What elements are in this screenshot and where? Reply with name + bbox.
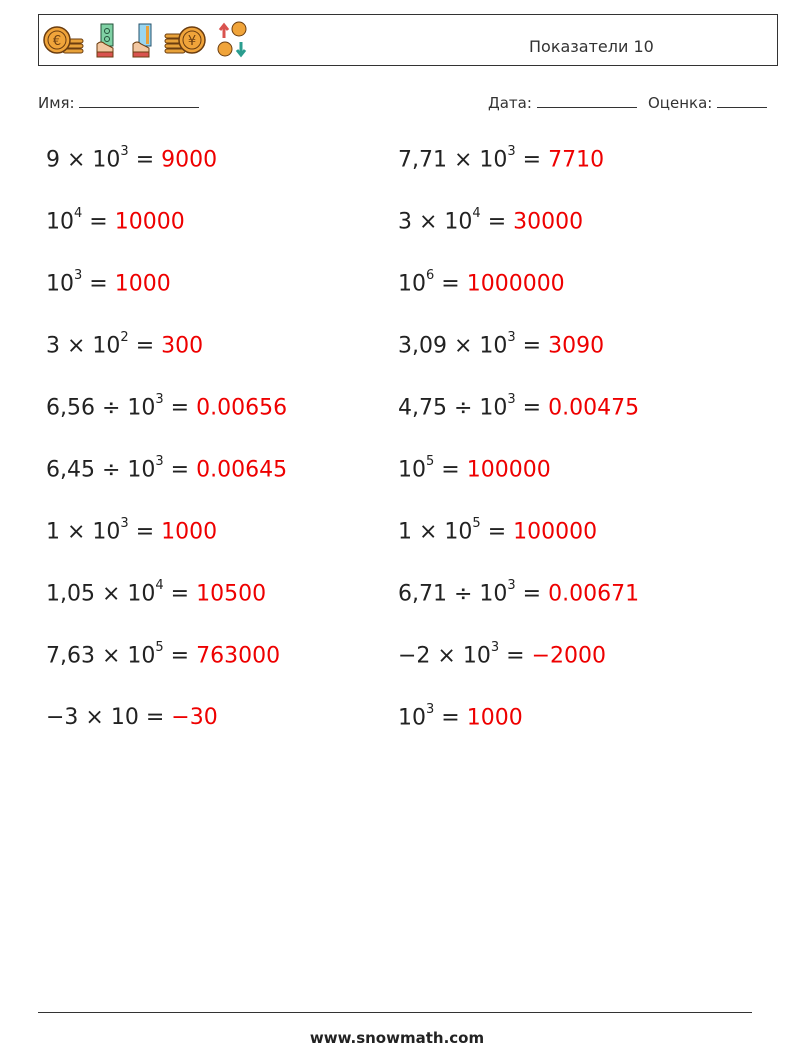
footer-divider <box>38 1012 752 1013</box>
problem-exponent: 5 <box>155 640 164 655</box>
problem-expression: 10 <box>46 209 74 235</box>
problem-exponent: 3 <box>155 392 164 407</box>
date-label: Дата: <box>488 94 532 112</box>
equals-sign: = <box>128 333 162 359</box>
problem-expression: 6,56 ÷ 10 <box>46 395 156 421</box>
equals-sign: = <box>434 457 467 483</box>
problem-exponent: 4 <box>472 206 481 221</box>
problem-answer: 1000000 <box>466 271 565 297</box>
problem-answer: 10000 <box>114 209 185 235</box>
equals-sign: = <box>163 643 197 669</box>
problem-item <box>46 144 218 173</box>
footer-url: www.snowmath.com <box>309 1029 485 1047</box>
equals-sign: = <box>515 147 549 173</box>
worksheet-title: Показатели 10 <box>529 37 654 56</box>
problem-exponent: 3 <box>507 144 516 159</box>
exchange-coins-icon <box>213 20 253 64</box>
problem-exponent: 3 <box>155 454 164 469</box>
problem-answer: 100000 <box>466 457 551 483</box>
problem-exponent: 5 <box>426 454 435 469</box>
problem-exponent: 3 <box>74 268 83 283</box>
problem-expression: 10 <box>398 705 426 731</box>
problem-expression: −2 × 10 <box>398 643 491 669</box>
problem-exponent: 3 <box>120 516 129 531</box>
problem-answer: 0.00645 <box>196 457 288 483</box>
problem-answer: 0.00475 <box>548 395 640 421</box>
svg-text:¥: ¥ <box>187 34 197 49</box>
problem-answer: 9000 <box>161 147 218 173</box>
equals-sign: = <box>82 271 115 297</box>
name-blank <box>79 93 199 108</box>
problem-exponent: 6 <box>426 268 435 283</box>
problem-exponent: 4 <box>74 206 83 221</box>
problem-expression: 10 <box>398 457 426 483</box>
problem-exponent: 2 <box>120 330 129 345</box>
equals-sign: = <box>515 395 549 421</box>
problem-exponent: 5 <box>472 516 481 531</box>
problem-expression: 1 × 10 <box>398 519 473 545</box>
equals-sign: = <box>515 581 549 607</box>
equals-sign: = <box>434 705 467 731</box>
problem-answer: −2000 <box>531 643 606 669</box>
problem-exponent: 4 <box>155 578 164 593</box>
problem-item <box>398 578 640 607</box>
equals-sign: = <box>163 395 197 421</box>
problem-item <box>46 578 267 607</box>
header-icons <box>41 23 259 61</box>
problem-item <box>46 640 281 669</box>
problem-expression: −3 × 10 <box>46 705 139 730</box>
problem-expression: 10 <box>46 271 74 297</box>
problem-expression: 6,45 ÷ 10 <box>46 457 156 483</box>
problem-item <box>46 392 288 421</box>
problem-item <box>398 330 605 359</box>
problem-item <box>398 454 551 483</box>
problem-item <box>398 268 565 297</box>
problem-item <box>46 330 204 359</box>
equals-sign: = <box>515 333 549 359</box>
date-blank <box>537 93 637 108</box>
problem-item <box>46 454 288 483</box>
problem-answer: 30000 <box>513 209 584 235</box>
svg-text:€: € <box>52 34 62 49</box>
problem-item <box>398 516 598 545</box>
problem-item <box>398 702 523 731</box>
problem-expression: 9 × 10 <box>46 147 121 173</box>
problem-answer: 300 <box>161 333 204 359</box>
problem-exponent: 3 <box>507 330 516 345</box>
equals-sign: = <box>82 209 115 235</box>
problem-answer: 0.00656 <box>196 395 288 421</box>
problem-exponent: 3 <box>120 144 129 159</box>
problem-answer: 1000 <box>114 271 171 297</box>
problem-item <box>46 705 218 730</box>
problem-item <box>46 206 185 235</box>
problem-answer: 100000 <box>513 519 598 545</box>
equals-sign: = <box>163 581 197 607</box>
problem-expression: 7,63 × 10 <box>46 643 156 669</box>
name-field <box>38 93 199 112</box>
problem-expression: 6,71 ÷ 10 <box>398 581 508 607</box>
problem-exponent: 3 <box>426 702 435 717</box>
problem-expression: 1,05 × 10 <box>46 581 156 607</box>
problem-answer: −30 <box>171 705 218 730</box>
yen-coins-icon <box>163 24 207 60</box>
card-hand-icon <box>127 22 157 62</box>
equals-sign: = <box>480 209 514 235</box>
problem-exponent: 3 <box>490 640 500 655</box>
problem-expression: 3,09 × 10 <box>398 333 508 359</box>
equals-sign: = <box>480 519 514 545</box>
banknote-hand-icon <box>91 22 121 62</box>
name-label: Имя: <box>38 94 75 112</box>
problem-expression: 10 <box>398 271 426 297</box>
equals-sign: = <box>499 643 532 669</box>
problem-item <box>398 144 605 173</box>
problem-answer: 1000 <box>466 705 523 731</box>
problem-item <box>46 516 218 545</box>
problem-answer: 1000 <box>161 519 218 545</box>
problem-exponent: 3 <box>507 392 516 407</box>
problem-answer: 10500 <box>196 581 267 607</box>
equals-sign: = <box>163 457 197 483</box>
problem-expression: 4,75 ÷ 10 <box>398 395 508 421</box>
problem-answer: 763000 <box>196 643 281 669</box>
problem-item <box>398 206 584 235</box>
problem-expression: 3 × 10 <box>46 333 121 359</box>
problem-item <box>398 392 640 421</box>
header-box <box>38 14 778 66</box>
grade-label: Оценка: <box>648 94 713 112</box>
problem-expression: 7,71 × 10 <box>398 147 508 173</box>
euro-coins-icon <box>41 24 85 60</box>
equals-sign: = <box>434 271 467 297</box>
problem-exponent: 3 <box>507 578 516 593</box>
date-field <box>488 93 637 112</box>
equals-sign: = <box>128 519 162 545</box>
equals-sign: = <box>128 147 162 173</box>
grade-blank <box>717 93 767 108</box>
problem-expression: 1 × 10 <box>46 519 121 545</box>
problem-answer: 7710 <box>548 147 605 173</box>
problem-item <box>398 640 606 669</box>
problem-item <box>46 268 171 297</box>
problem-answer: 3090 <box>548 333 605 359</box>
problem-expression: 3 × 10 <box>398 209 473 235</box>
equals-sign: = <box>138 705 172 730</box>
grade-field <box>648 93 767 112</box>
problem-answer: 0.00671 <box>548 581 640 607</box>
